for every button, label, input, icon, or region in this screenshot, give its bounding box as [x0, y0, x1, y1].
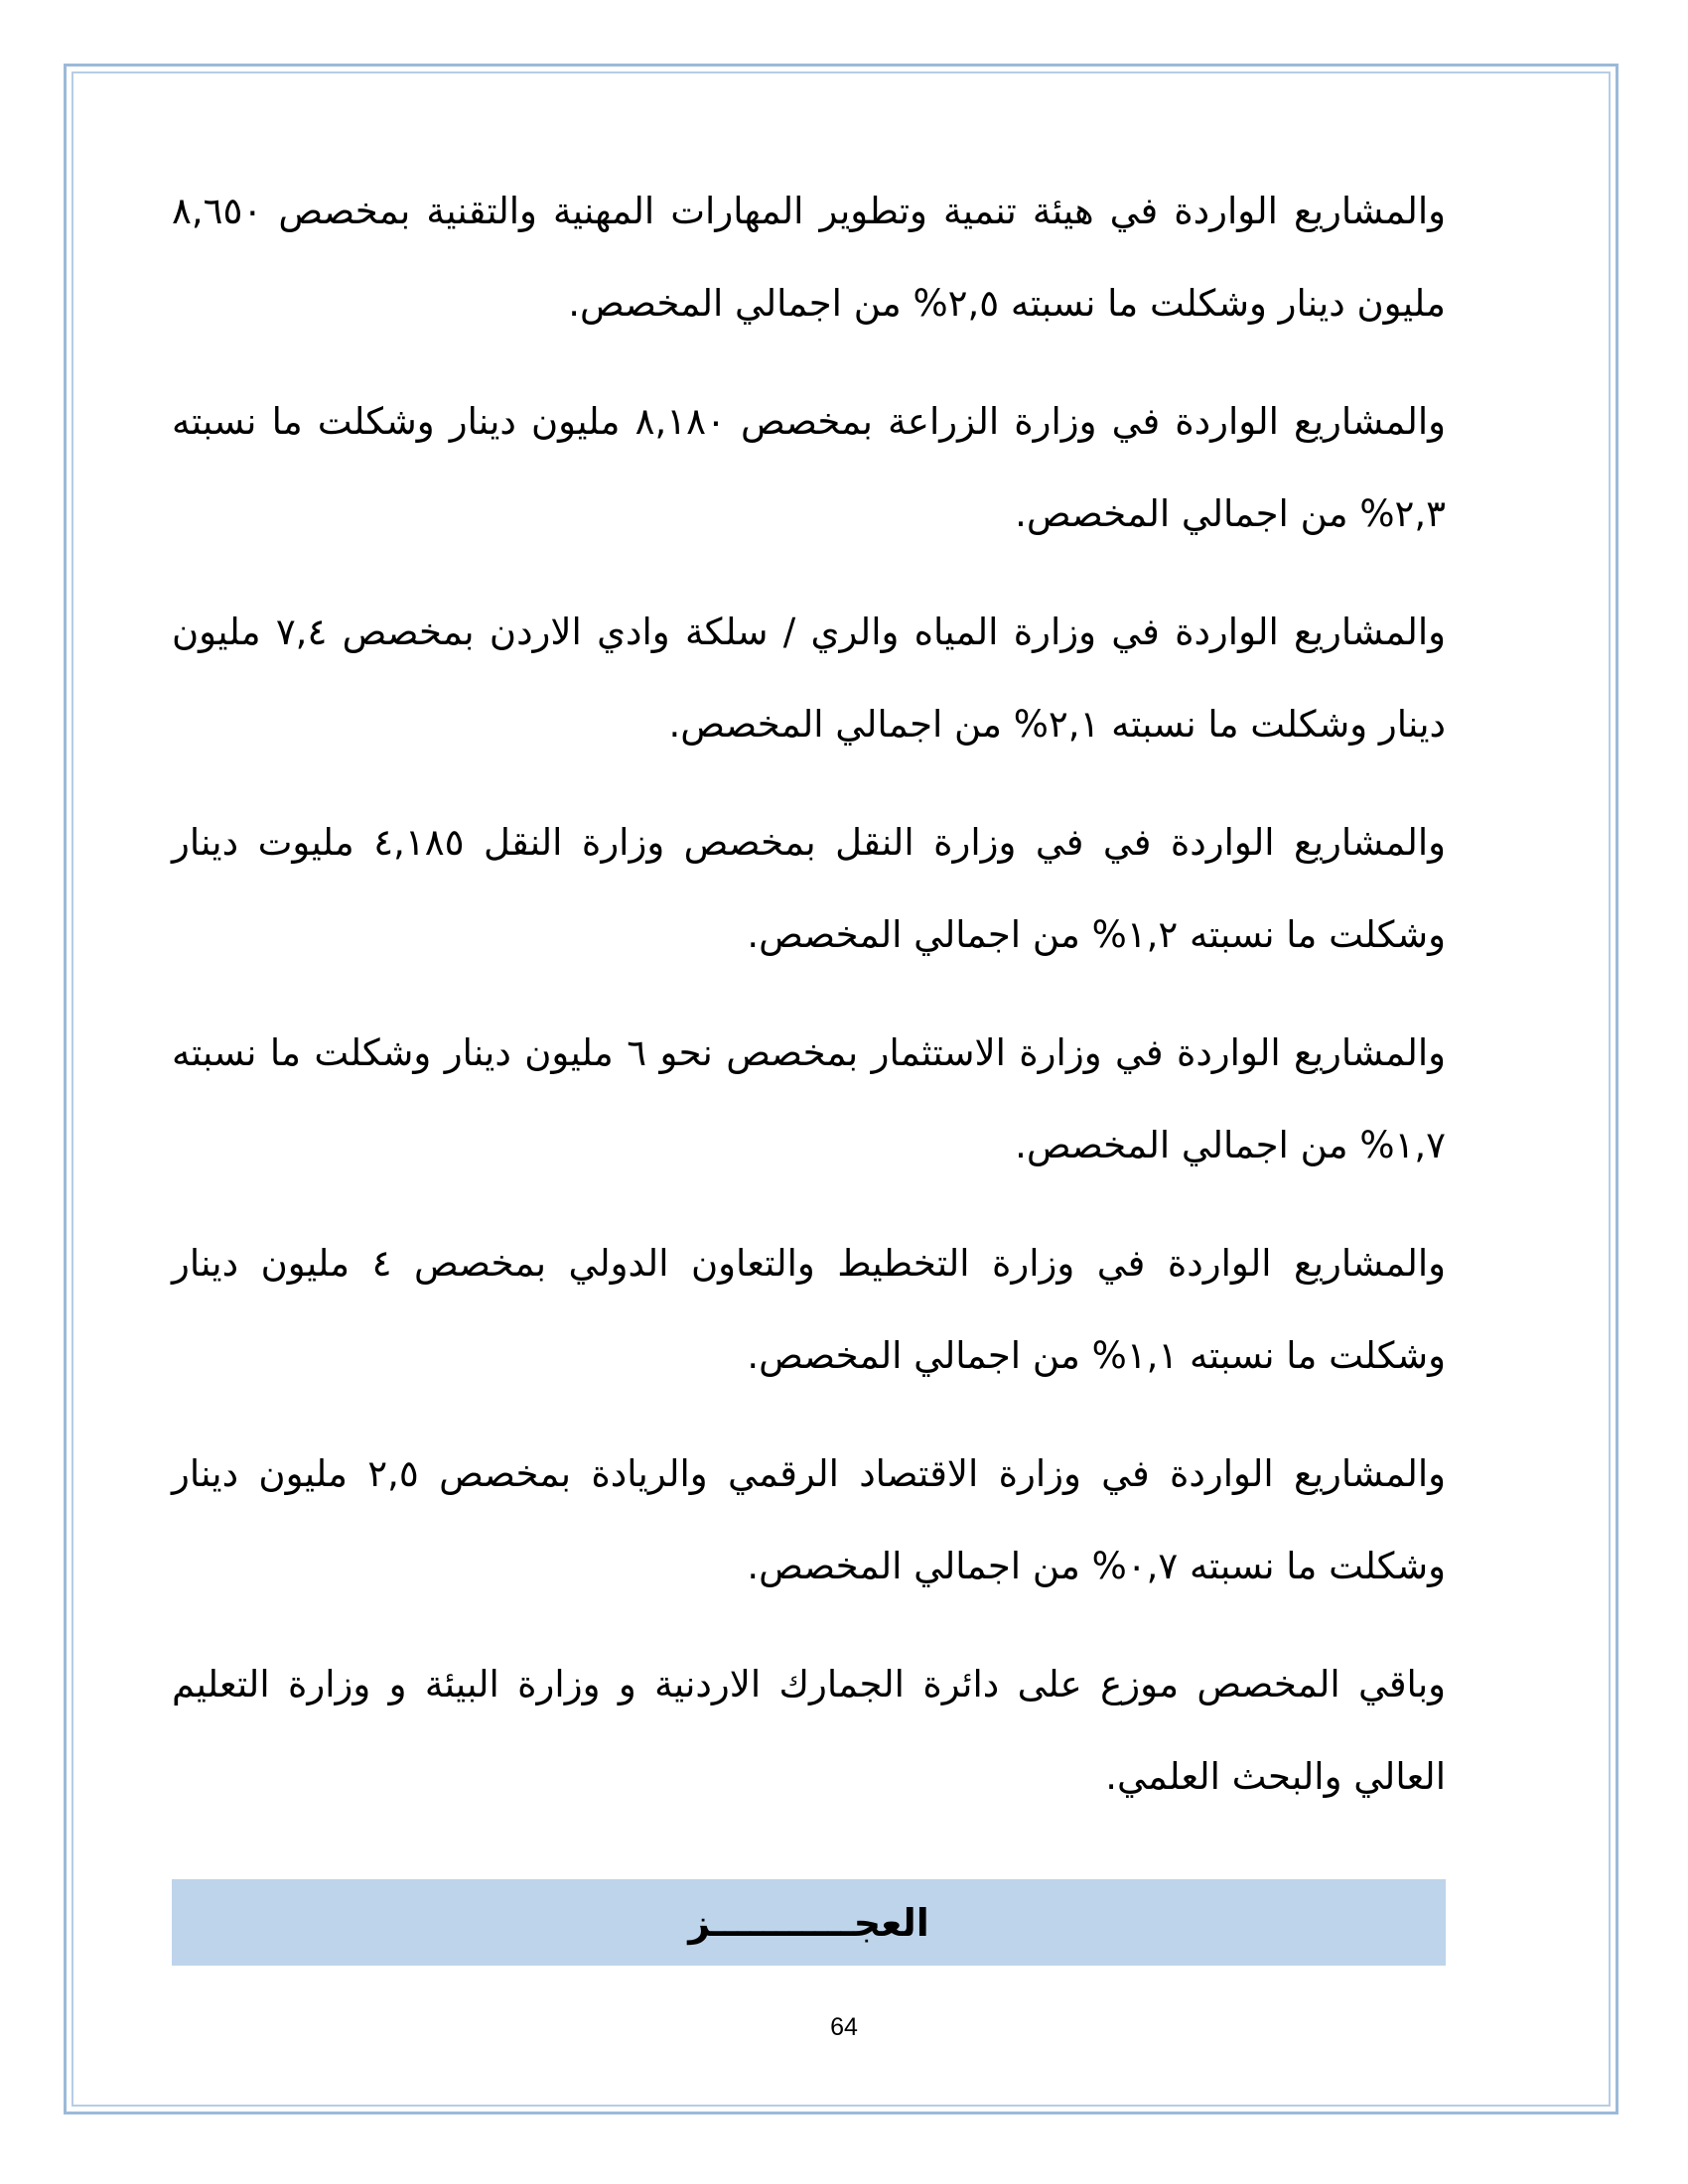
paragraph-transport: والمشاريع الواردة في في وزارة النقل بمخصص وزارة النقل ٤,١٨٥ مليوت دينار وشكلت ما نسبته ١,٢% من اجمالي المخصص.	[172, 821, 1446, 956]
paragraph-remaining-allocation: وباقي المخصص موزع على دائرة الجمارك الاردنية و وزارة البيئة و وزارة التعليم العالي والبحث العلمي.	[172, 1663, 1446, 1798]
paragraph-agriculture: والمشاريع الواردة في وزارة الزراعة بمخصص ٨,١٨٠ مليون دينار وشكلت ما نسبته ٢,٣% من اجمالي المخصص.	[172, 400, 1446, 535]
section-heading: العجـــــــــــز	[688, 1900, 929, 1945]
paragraph-planning: والمشاريع الواردة في وزارة التخطيط والتعاون الدولي بمخصص ٤ مليون دينار وشكلت ما نسبته ١,١% من اجمالي المخصص.	[172, 1242, 1446, 1377]
paragraph-investment: والمشاريع الواردة في وزارة الاستثمار بمخصص نحو ٦ مليون دينار وشكلت ما نسبته ١,٧% من اجمالي المخصص.	[172, 1031, 1446, 1166]
document-body	[172, 165, 1446, 1848]
section-heading-band	[172, 1879, 1446, 1966]
paragraph-water-irrigation: والمشاريع الواردة في وزارة المياه والري / سلكة وادي الاردن بمخصص ٧,٤ مليون دينار وشكلت ما نسبته ٢,١% من اجمالي المخصص.	[172, 611, 1446, 746]
page-number: 64	[830, 2013, 858, 2041]
paragraph-digital-economy: والمشاريع الواردة في وزارة الاقتصاد الرقمي والريادة بمخصص ٢,٥ مليون دينار وشكلت ما نسبته ٠,٧% من اجمالي المخصص.	[172, 1452, 1446, 1587]
paragraph-skills-development: والمشاريع الواردة في هيئة تنمية وتطوير المهارات المهنية والتقنية بمخصص ٨,٦٥٠ مليون دينار وشكلت ما نسبته ٢,٥% من اجمالي المخصص.	[172, 190, 1446, 325]
